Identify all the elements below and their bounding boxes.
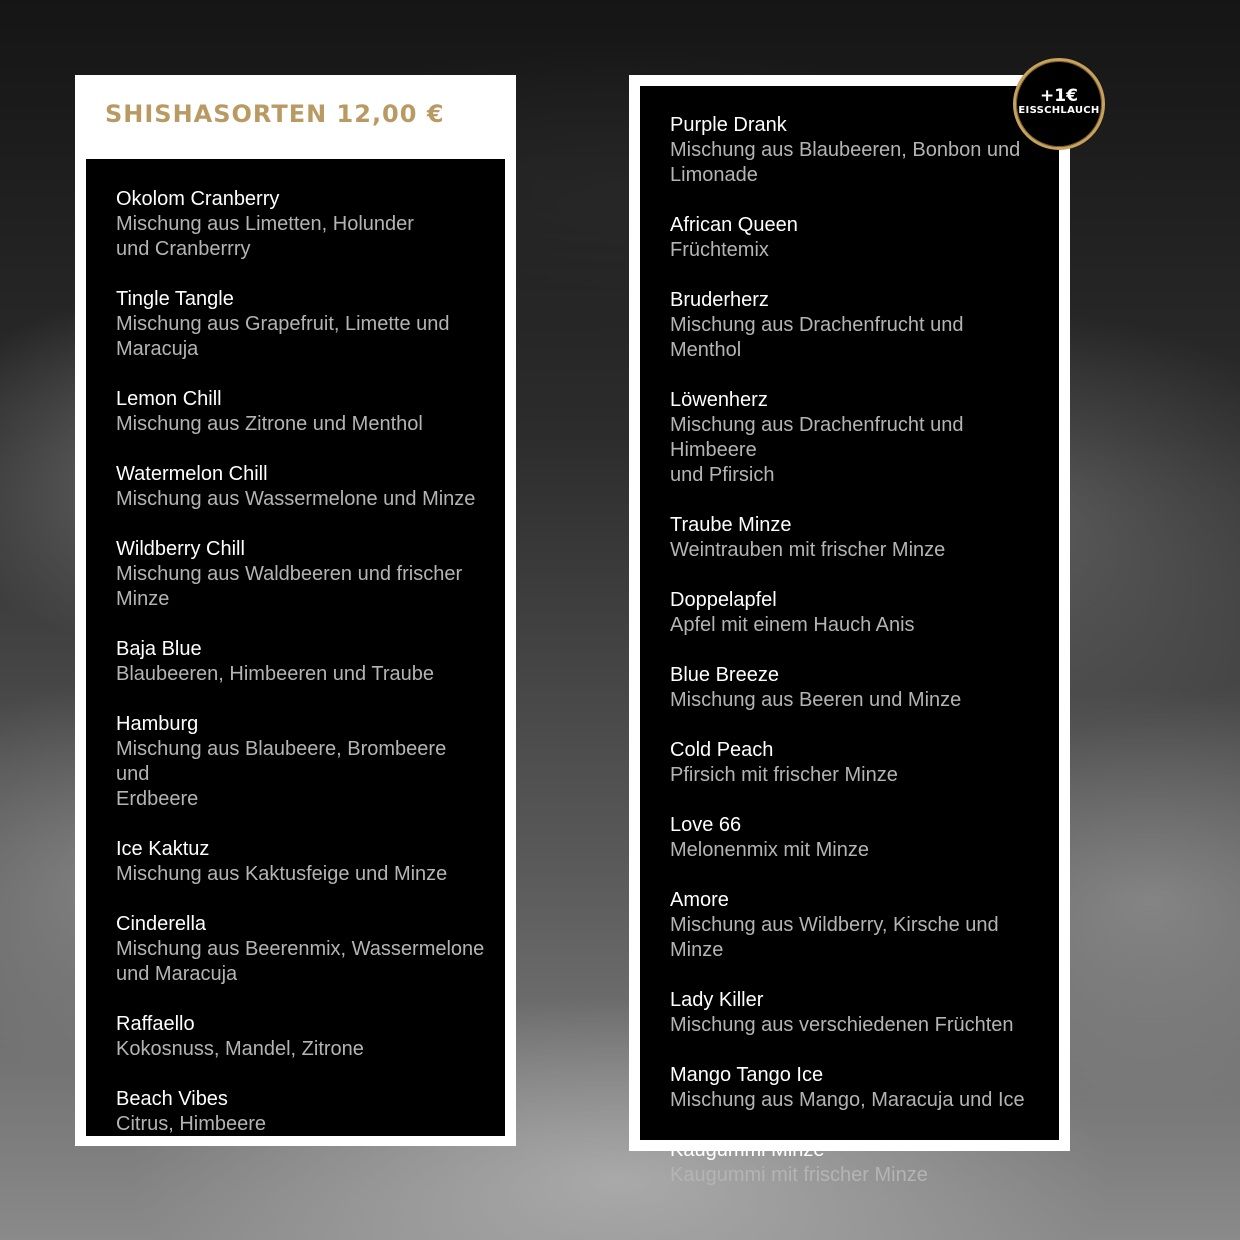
flavor-description-line: und Pfirsich [670, 464, 775, 486]
flavor-name: Watermelon Chill [116, 463, 268, 485]
flavor-name: Lady Killer [670, 989, 764, 1011]
flavor-item [116, 712, 485, 812]
flavor-description-line: Mischung aus Grapefruit, Limette und [116, 313, 450, 335]
flavor-list-panel-left [86, 159, 505, 1136]
flavor-description-line: Mischung aus Blaubeeren, Bonbon und [670, 139, 1021, 161]
flavor-name: Love 66 [670, 814, 742, 836]
flavor-name: Lemon Chill [116, 388, 222, 410]
flavor-name: Ice Kaktuz [116, 838, 210, 860]
flavor-name: Doppelapfel [670, 589, 777, 611]
flavor-name: Blue Breeze [670, 664, 779, 686]
flavor-list-left [116, 187, 485, 1162]
flavor-list-panel-right [640, 86, 1059, 1186]
flavor-item [670, 388, 1039, 488]
flavor-description-line: Mischung aus Beerenmix, Wassermelone [116, 938, 485, 960]
flavor-description-line: Mischung aus Zitrone und Menthol [116, 413, 423, 435]
menu-title: SHISHASORTEN 12,00 € [105, 100, 445, 128]
flavor-description-line: Mischung aus verschiedenen Früchten [670, 1014, 1014, 1036]
flavor-name: Cold Peach [670, 739, 774, 761]
flavor-item [116, 1087, 485, 1137]
menu-card-right [629, 75, 1070, 1186]
flavor-item [670, 113, 1039, 188]
flavor-item [670, 1063, 1039, 1113]
flavor-item [116, 462, 485, 512]
flavor-description-line: Mischung aus Drachenfrucht und Himbeere [670, 414, 964, 461]
flavor-description-line: Melonenmix mit Minze [670, 839, 869, 861]
flavor-name: Wildberry Chill [116, 538, 245, 560]
flavor-description-line: Mischung aus Limetten, Holunder [116, 213, 414, 235]
flavor-item [670, 813, 1039, 863]
flavor-item [670, 288, 1039, 363]
flavor-description-line: Apfel mit einem Hauch Anis [670, 614, 915, 636]
flavor-description-line: Früchtemix [670, 239, 769, 261]
flavor-item [116, 187, 485, 262]
flavor-description-line: Kokosnuss, Mandel, Zitrone [116, 1038, 364, 1060]
flavor-description-line: Mischung aus Wildberry, Kirsche und Minze [670, 914, 999, 961]
flavor-name: Traube Minze [670, 514, 792, 536]
flavor-name: African Queen [670, 214, 798, 236]
flavor-description-line: Mischung aus Waldbeeren und frischer Minze [116, 563, 463, 610]
flavor-description-line: Mischung aus Drachenfrucht und Menthol [670, 314, 964, 361]
flavor-name: Kaugummi Minze [670, 1139, 825, 1161]
flavor-name: Raffaello [116, 1013, 195, 1035]
flavor-description-line: Weintrauben mit frischer Minze [670, 539, 946, 561]
flavor-description-line: Erdbeere [116, 788, 199, 810]
menu-card-left [75, 75, 516, 1146]
flavor-item [670, 988, 1039, 1038]
flavor-name: Okolom Cranberry [116, 188, 280, 210]
flavor-item [670, 663, 1039, 713]
ice-hose-badge [1013, 58, 1105, 150]
flavor-item [670, 588, 1039, 638]
badge-label: EISSCHLAUCH [1018, 105, 1100, 116]
flavor-description-line: Maracuja [116, 338, 199, 360]
flavor-description-line: und Maracuja [116, 963, 238, 985]
flavor-name: Tingle Tangle [116, 288, 234, 310]
flavor-item [670, 1138, 1039, 1188]
flavor-name: Purple Drank [670, 114, 787, 136]
flavor-description-line: Mischung aus Mango, Maracuja und Ice [670, 1089, 1025, 1111]
flavor-item [670, 213, 1039, 263]
flavor-description-line: Blaubeeren, Himbeeren und Traube [116, 663, 434, 685]
flavor-description-line: Kaugummi mit frischer Minze [670, 1164, 928, 1186]
flavor-name: Cinderella [116, 913, 207, 935]
flavor-name: Beach Vibes [116, 1088, 228, 1110]
flavor-item [670, 738, 1039, 788]
flavor-item [116, 637, 485, 687]
flavor-name: Bruderherz [670, 289, 769, 311]
flavor-item [116, 537, 485, 612]
flavor-name: Amore [670, 889, 729, 911]
flavor-item [116, 387, 485, 437]
flavor-description-line: Mischung aus Blaubeere, Brombeere und [116, 738, 447, 785]
flavor-name: Hamburg [116, 713, 199, 735]
flavor-name: Mango Tango Ice [670, 1064, 824, 1086]
flavor-list-right [670, 113, 1039, 1213]
flavor-description-line: Mischung aus Beeren und Minze [670, 689, 962, 711]
flavor-item [116, 837, 485, 887]
flavor-item [116, 912, 485, 987]
flavor-description-line: Pfirsich mit frischer Minze [670, 764, 898, 786]
flavor-item [670, 888, 1039, 963]
flavor-name: Baja Blue [116, 638, 202, 660]
flavor-description-line: Mischung aus Kaktusfeige und Minze [116, 863, 448, 885]
flavor-item [670, 513, 1039, 563]
flavor-description-line: Mischung aus Wassermelone und Minze [116, 488, 476, 510]
flavor-name: Löwenherz [670, 389, 768, 411]
flavor-description-line: Limonade [670, 164, 758, 186]
flavor-description-line: und Cranberrry [116, 238, 251, 260]
flavor-item [116, 1012, 485, 1062]
flavor-item [116, 287, 485, 362]
badge-price: +1€ [1040, 86, 1078, 106]
flavor-description-line: Citrus, Himbeere [116, 1113, 267, 1135]
